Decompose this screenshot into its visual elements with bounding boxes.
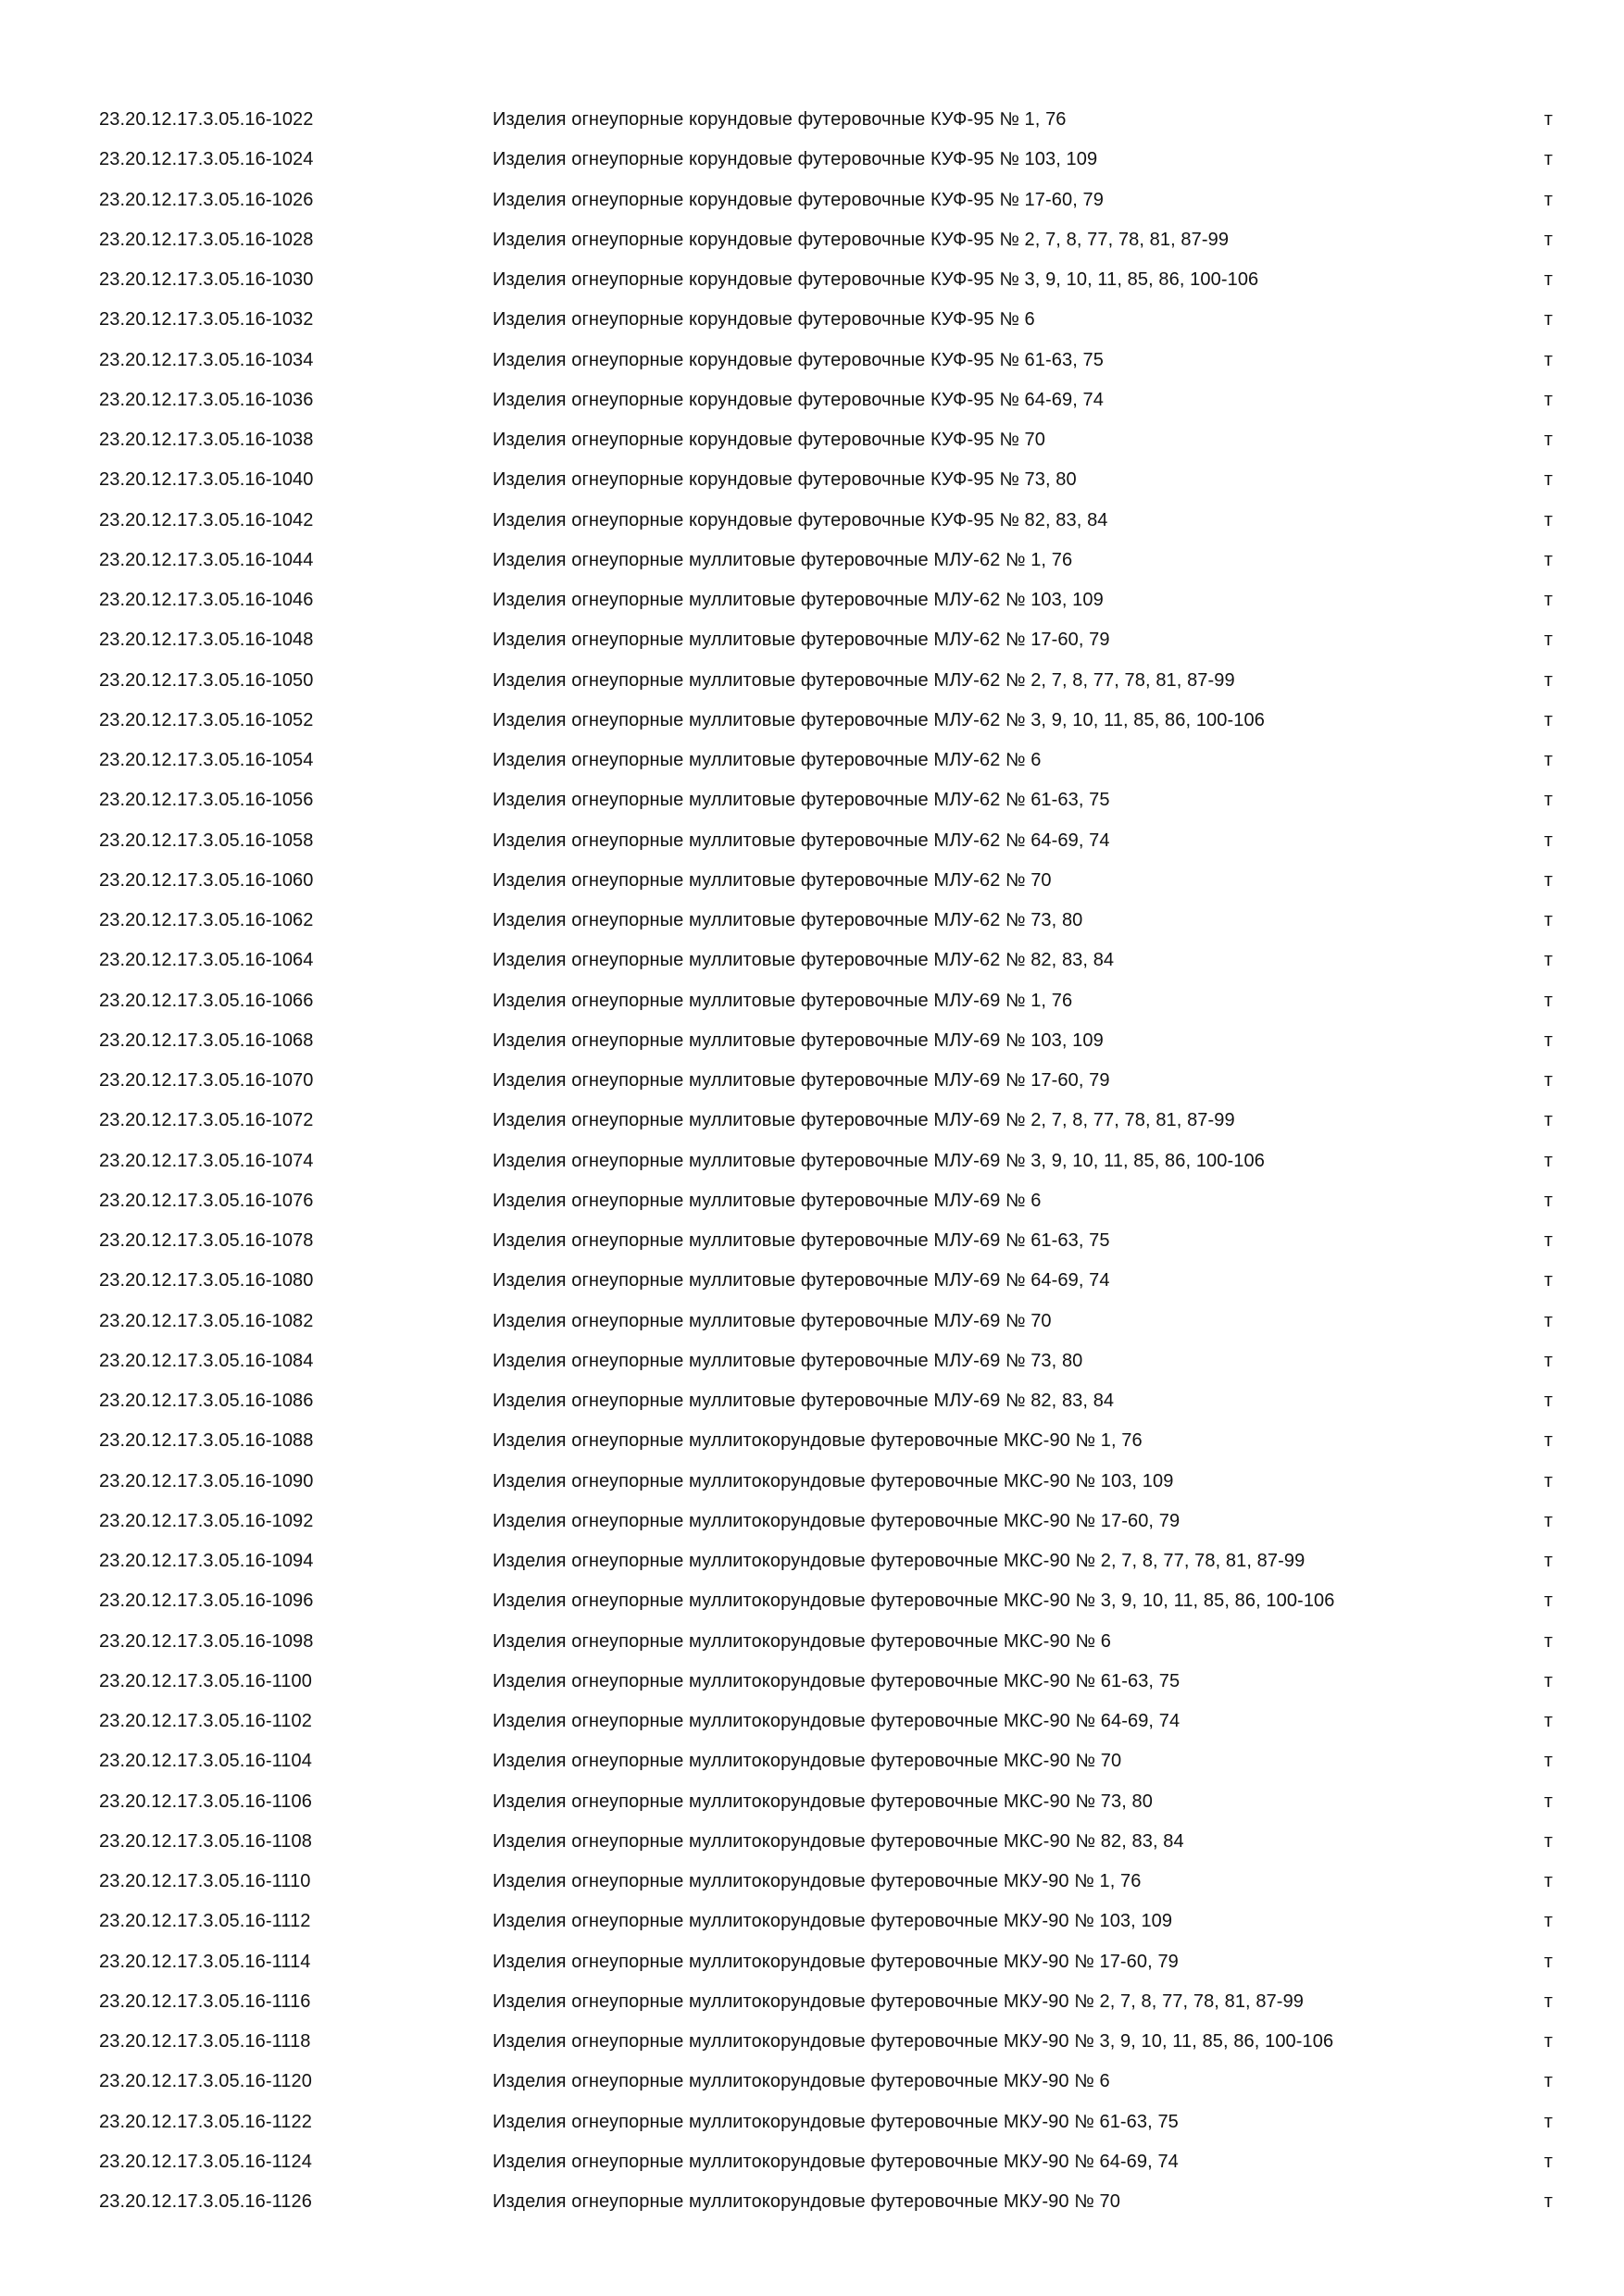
unit-of-measure: т (1543, 910, 1553, 931)
unit-of-measure: т (1543, 1391, 1553, 1412)
resource-code: 23.20.12.17.3.05.16-1026 (99, 189, 314, 210)
table-row (99, 901, 1553, 941)
table-row (99, 741, 1553, 780)
resource-code: 23.20.12.17.3.05.16-1084 (99, 1350, 314, 1371)
table-row (99, 1381, 1553, 1421)
resource-name: Изделия огнеупорные муллитовые футеровочные МЛУ-69 № 70 (493, 1310, 1052, 1331)
unit-of-measure: т (1543, 2151, 1553, 2172)
resource-name: Изделия огнеупорные корундовые футеровочные КУФ-95 № 73, 80 (493, 469, 1077, 491)
resource-name: Изделия огнеупорные корундовые футеровочные КУФ-95 № 1, 76 (493, 109, 1067, 131)
resource-name: Изделия огнеупорные муллитокорундовые футеровочные МКС-90 № 73, 80 (493, 1791, 1153, 1812)
unit-of-measure: т (1543, 630, 1553, 651)
resource-name: Изделия огнеупорные муллитокорундовые футеровочные МКС-90 № 70 (493, 1751, 1122, 1772)
unit-of-measure: т (1543, 1871, 1553, 1892)
resource-name: Изделия огнеупорные муллитовые футеровочные МЛУ-62 № 64-69, 74 (493, 830, 1110, 851)
resource-name: Изделия огнеупорные муллитовые футеровочные МЛУ-62 № 103, 109 (493, 590, 1104, 611)
unit-of-measure: т (1543, 1911, 1553, 1932)
resource-name: Изделия огнеупорные муллитокорундовые футеровочные МКУ-90 № 1, 76 (493, 1871, 1142, 1892)
table-row (99, 420, 1553, 460)
table-row (99, 100, 1553, 140)
resource-code: 23.20.12.17.3.05.16-1112 (99, 1911, 311, 1932)
resource-name: Изделия огнеупорные муллитокорундовые футеровочные МКУ-90 № 64-69, 74 (493, 2151, 1179, 2172)
table-row (99, 1302, 1553, 1341)
table-row (99, 460, 1553, 500)
resource-name: Изделия огнеупорные муллитокорундовые футеровочные МКС-90 № 2, 7, 8, 77, 78, 81, 87-99 (493, 1551, 1305, 1572)
resource-name: Изделия огнеупорные муллитовые футеровочные МЛУ-69 № 73, 80 (493, 1350, 1083, 1371)
unit-of-measure: т (1543, 549, 1553, 570)
resource-code: 23.20.12.17.3.05.16-1114 (99, 1951, 311, 1972)
table-row (99, 1902, 1553, 1941)
resource-name: Изделия огнеупорные корундовые футеровочные КУФ-95 № 61-63, 75 (493, 349, 1104, 370)
resource-code: 23.20.12.17.3.05.16-1110 (99, 1871, 311, 1892)
resource-code: 23.20.12.17.3.05.16-1036 (99, 389, 314, 410)
unit-of-measure: т (1543, 1270, 1553, 1292)
unit-of-measure: т (1543, 469, 1553, 491)
unit-of-measure: т (1543, 830, 1553, 851)
resource-name: Изделия огнеупорные муллитокорундовые футеровочные МКУ-90 № 103, 109 (493, 1911, 1173, 1932)
resource-name: Изделия огнеупорные муллитокорундовые футеровочные МКС-90 № 82, 83, 84 (493, 1830, 1184, 1852)
resource-name: Изделия огнеупорные муллитовые футеровочные МЛУ-69 № 1, 76 (493, 990, 1073, 1011)
resource-name: Изделия огнеупорные муллитовые футеровочные МЛУ-69 № 3, 9, 10, 11, 85, 86, 100-106 (493, 1150, 1265, 1171)
resource-name: Изделия огнеупорные муллитовые футеровочные МЛУ-69 № 61-63, 75 (493, 1230, 1110, 1252)
price-list-table (99, 100, 1553, 2222)
resource-name: Изделия огнеупорные муллитовые футеровочные МЛУ-62 № 3, 9, 10, 11, 85, 86, 100-106 (493, 709, 1265, 730)
unit-of-measure: т (1543, 2071, 1553, 2092)
table-row (99, 620, 1553, 660)
resource-name: Изделия огнеупорные муллитовые футеровочные МЛУ-62 № 73, 80 (493, 910, 1083, 931)
resource-code: 23.20.12.17.3.05.16-1076 (99, 1190, 314, 1211)
resource-code: 23.20.12.17.3.05.16-1068 (99, 1029, 314, 1051)
unit-of-measure: т (1543, 990, 1553, 1011)
table-row (99, 1221, 1553, 1261)
unit-of-measure: т (1543, 1711, 1553, 1732)
table-row (99, 1622, 1553, 1662)
resource-code: 23.20.12.17.3.05.16-1122 (99, 2111, 313, 2132)
resource-code: 23.20.12.17.3.05.16-1032 (99, 309, 314, 331)
table-row (99, 140, 1553, 180)
unit-of-measure: т (1543, 509, 1553, 530)
table-row (99, 821, 1553, 861)
unit-of-measure: т (1543, 1551, 1553, 1572)
resource-code: 23.20.12.17.3.05.16-1042 (99, 509, 314, 530)
resource-name: Изделия огнеупорные муллитокорундовые футеровочные МКС-90 № 6 (493, 1630, 1111, 1652)
table-row (99, 300, 1553, 340)
table-row (99, 1101, 1553, 1141)
resource-code: 23.20.12.17.3.05.16-1024 (99, 149, 314, 170)
resource-code: 23.20.12.17.3.05.16-1102 (99, 1711, 313, 1732)
resource-code: 23.20.12.17.3.05.16-1098 (99, 1630, 314, 1652)
table-row (99, 1462, 1553, 1502)
resource-code: 23.20.12.17.3.05.16-1056 (99, 790, 314, 811)
resource-code: 23.20.12.17.3.05.16-1030 (99, 269, 314, 291)
resource-name: Изделия огнеупорные корундовые футеровочные КУФ-95 № 3, 9, 10, 11, 85, 86, 100-106 (493, 269, 1259, 291)
table-row (99, 1822, 1553, 1862)
resource-code: 23.20.12.17.3.05.16-1052 (99, 709, 314, 730)
resource-code: 23.20.12.17.3.05.16-1080 (99, 1270, 314, 1292)
unit-of-measure: т (1543, 1190, 1553, 1211)
resource-name: Изделия огнеупорные корундовые футеровочные КУФ-95 № 70 (493, 430, 1045, 451)
resource-code: 23.20.12.17.3.05.16-1100 (99, 1670, 313, 1691)
unit-of-measure: т (1543, 750, 1553, 771)
resource-name: Изделия огнеупорные муллитокорундовые футеровочные МКУ-90 № 17-60, 79 (493, 1951, 1179, 1972)
table-row (99, 1662, 1553, 1702)
unit-of-measure: т (1543, 1430, 1553, 1452)
resource-code: 23.20.12.17.3.05.16-1082 (99, 1310, 314, 1331)
unit-of-measure: т (1543, 1951, 1553, 1972)
resource-name: Изделия огнеупорные муллитовые футеровочные МЛУ-62 № 2, 7, 8, 77, 78, 81, 87-99 (493, 669, 1235, 691)
table-row (99, 2182, 1553, 2222)
resource-code: 23.20.12.17.3.05.16-1106 (99, 1791, 313, 1812)
resource-code: 23.20.12.17.3.05.16-1086 (99, 1391, 314, 1412)
table-row (99, 2142, 1553, 2182)
resource-name: Изделия огнеупорные муллитовые футеровочные МЛУ-69 № 82, 83, 84 (493, 1391, 1115, 1412)
unit-of-measure: т (1543, 590, 1553, 611)
resource-code: 23.20.12.17.3.05.16-1054 (99, 750, 314, 771)
unit-of-measure: т (1543, 149, 1553, 170)
unit-of-measure: т (1543, 2031, 1553, 2053)
table-row (99, 381, 1553, 420)
table-row (99, 501, 1553, 541)
resource-name: Изделия огнеупорные муллитокорундовые футеровочные МКУ-90 № 61-63, 75 (493, 2111, 1179, 2132)
resource-name: Изделия огнеупорные муллитокорундовые футеровочные МКС-90 № 61-63, 75 (493, 1670, 1181, 1691)
resource-code: 23.20.12.17.3.05.16-1070 (99, 1070, 314, 1092)
table-row (99, 1261, 1553, 1301)
resource-name: Изделия огнеупорные муллитовые футеровочные МЛУ-69 № 6 (493, 1190, 1042, 1211)
resource-code: 23.20.12.17.3.05.16-1048 (99, 630, 314, 651)
resource-code: 23.20.12.17.3.05.16-1108 (99, 1830, 313, 1852)
resource-code: 23.20.12.17.3.05.16-1096 (99, 1591, 314, 1612)
resource-name: Изделия огнеупорные муллитокорундовые футеровочные МКУ-90 № 3, 9, 10, 11, 85, 86, 100-106 (493, 2031, 1334, 2053)
unit-of-measure: т (1543, 2111, 1553, 2132)
table-row (99, 1782, 1553, 1822)
unit-of-measure: т (1543, 309, 1553, 331)
resource-name: Изделия огнеупорные корундовые футеровочные КУФ-95 № 17-60, 79 (493, 189, 1104, 210)
resource-code: 23.20.12.17.3.05.16-1050 (99, 669, 314, 691)
unit-of-measure: т (1543, 1630, 1553, 1652)
resource-name: Изделия огнеупорные муллитокорундовые футеровочные МКС-90 № 103, 109 (493, 1470, 1174, 1491)
resource-code: 23.20.12.17.3.05.16-1120 (99, 2071, 313, 2092)
resource-code: 23.20.12.17.3.05.16-1072 (99, 1110, 314, 1131)
unit-of-measure: т (1543, 669, 1553, 691)
table-row (99, 861, 1553, 901)
resource-name: Изделия огнеупорные корундовые футеровочные КУФ-95 № 2, 7, 8, 77, 78, 81, 87-99 (493, 229, 1230, 250)
unit-of-measure: т (1543, 1830, 1553, 1852)
table-row (99, 181, 1553, 220)
unit-of-measure: т (1543, 1029, 1553, 1051)
table-row (99, 2022, 1553, 2062)
resource-code: 23.20.12.17.3.05.16-1022 (99, 109, 314, 131)
resource-name: Изделия огнеупорные муллитовые футеровочные МЛУ-62 № 61-63, 75 (493, 790, 1110, 811)
table-row (99, 260, 1553, 300)
resource-name: Изделия огнеупорные корундовые футеровочные КУФ-95 № 64-69, 74 (493, 389, 1104, 410)
resource-name: Изделия огнеупорные муллитокорундовые футеровочные МКУ-90 № 6 (493, 2071, 1110, 2092)
table-row (99, 1061, 1553, 1101)
table-row (99, 1341, 1553, 1381)
unit-of-measure: т (1543, 1670, 1553, 1691)
table-row (99, 941, 1553, 980)
resource-code: 23.20.12.17.3.05.16-1104 (99, 1751, 313, 1772)
table-row (99, 1702, 1553, 1741)
unit-of-measure: т (1543, 1751, 1553, 1772)
table-row (99, 1942, 1553, 1982)
table-row (99, 1741, 1553, 1781)
resource-name: Изделия огнеупорные муллитокорундовые футеровочные МКС-90 № 1, 76 (493, 1430, 1143, 1452)
unit-of-measure: т (1543, 709, 1553, 730)
resource-name: Изделия огнеупорные муллитовые футеровочные МЛУ-62 № 1, 76 (493, 549, 1073, 570)
unit-of-measure: т (1543, 229, 1553, 250)
resource-name: Изделия огнеупорные муллитовые футеровочные МЛУ-62 № 82, 83, 84 (493, 950, 1115, 971)
unit-of-measure: т (1543, 1591, 1553, 1612)
resource-code: 23.20.12.17.3.05.16-1088 (99, 1430, 314, 1452)
resource-code: 23.20.12.17.3.05.16-1118 (99, 2031, 311, 2053)
resource-code: 23.20.12.17.3.05.16-1044 (99, 549, 314, 570)
table-row (99, 1541, 1553, 1581)
resource-name: Изделия огнеупорные корундовые футеровочные КУФ-95 № 82, 83, 84 (493, 509, 1108, 530)
resource-code: 23.20.12.17.3.05.16-1126 (99, 2191, 313, 2213)
resource-code: 23.20.12.17.3.05.16-1066 (99, 990, 314, 1011)
unit-of-measure: т (1543, 1350, 1553, 1371)
resource-name: Изделия огнеупорные муллитокорундовые футеровочные МКУ-90 № 2, 7, 8, 77, 78, 81, 87-99 (493, 1990, 1305, 2012)
table-row (99, 981, 1553, 1021)
unit-of-measure: т (1543, 1150, 1553, 1171)
resource-name: Изделия огнеупорные корундовые футеровочные КУФ-95 № 6 (493, 309, 1035, 331)
table-row (99, 1502, 1553, 1541)
table-row (99, 541, 1553, 580)
resource-code: 23.20.12.17.3.05.16-1062 (99, 910, 314, 931)
resource-code: 23.20.12.17.3.05.16-1040 (99, 469, 314, 491)
resource-code: 23.20.12.17.3.05.16-1034 (99, 349, 314, 370)
resource-name: Изделия огнеупорные муллитовые футеровочные МЛУ-62 № 6 (493, 750, 1042, 771)
resource-name: Изделия огнеупорные муллитовые футеровочные МЛУ-69 № 17-60, 79 (493, 1070, 1110, 1092)
resource-name: Изделия огнеупорные корундовые футеровочные КУФ-95 № 103, 109 (493, 149, 1098, 170)
unit-of-measure: т (1543, 2191, 1553, 2213)
table-row (99, 701, 1553, 741)
resource-code: 23.20.12.17.3.05.16-1046 (99, 590, 314, 611)
table-row (99, 220, 1553, 260)
resource-code: 23.20.12.17.3.05.16-1124 (99, 2151, 313, 2172)
unit-of-measure: т (1543, 109, 1553, 131)
resource-name: Изделия огнеупорные муллитовые футеровочные МЛУ-69 № 64-69, 74 (493, 1270, 1110, 1292)
table-row (99, 1421, 1553, 1461)
unit-of-measure: т (1543, 269, 1553, 291)
table-row (99, 2103, 1553, 2142)
table-row (99, 580, 1553, 620)
unit-of-measure: т (1543, 1791, 1553, 1812)
resource-name: Изделия огнеупорные муллитовые футеровочные МЛУ-62 № 70 (493, 869, 1052, 891)
resource-name: Изделия огнеупорные муллитокорундовые футеровочные МКС-90 № 17-60, 79 (493, 1510, 1181, 1531)
unit-of-measure: т (1543, 1510, 1553, 1531)
unit-of-measure: т (1543, 349, 1553, 370)
resource-code: 23.20.12.17.3.05.16-1038 (99, 430, 314, 451)
table-row (99, 1862, 1553, 1902)
unit-of-measure: т (1543, 1310, 1553, 1331)
resource-code: 23.20.12.17.3.05.16-1090 (99, 1470, 314, 1491)
unit-of-measure: т (1543, 189, 1553, 210)
unit-of-measure: т (1543, 790, 1553, 811)
unit-of-measure: т (1543, 1470, 1553, 1491)
table-row (99, 661, 1553, 701)
resource-name: Изделия огнеупорные муллитокорундовые футеровочные МКС-90 № 64-69, 74 (493, 1711, 1181, 1732)
unit-of-measure: т (1543, 869, 1553, 891)
resource-code: 23.20.12.17.3.05.16-1060 (99, 869, 314, 891)
unit-of-measure: т (1543, 1070, 1553, 1092)
resource-code: 23.20.12.17.3.05.16-1028 (99, 229, 314, 250)
unit-of-measure: т (1543, 1110, 1553, 1131)
resource-code: 23.20.12.17.3.05.16-1078 (99, 1230, 314, 1252)
resource-code: 23.20.12.17.3.05.16-1092 (99, 1510, 314, 1531)
table-row (99, 1982, 1553, 2022)
resource-name: Изделия огнеупорные муллитовые футеровочные МЛУ-69 № 103, 109 (493, 1029, 1104, 1051)
unit-of-measure: т (1543, 430, 1553, 451)
resource-code: 23.20.12.17.3.05.16-1058 (99, 830, 314, 851)
resource-code: 23.20.12.17.3.05.16-1064 (99, 950, 314, 971)
table-row (99, 1142, 1553, 1181)
resource-name: Изделия огнеупорные муллитовые футеровочные МЛУ-69 № 2, 7, 8, 77, 78, 81, 87-99 (493, 1110, 1235, 1131)
resource-code: 23.20.12.17.3.05.16-1116 (99, 1990, 311, 2012)
unit-of-measure: т (1543, 389, 1553, 410)
resource-name: Изделия огнеупорные муллитокорундовые футеровочные МКУ-90 № 70 (493, 2191, 1120, 2213)
unit-of-measure: т (1543, 1990, 1553, 2012)
table-row (99, 1581, 1553, 1621)
resource-name: Изделия огнеупорные муллитовые футеровочные МЛУ-62 № 17-60, 79 (493, 630, 1110, 651)
resource-code: 23.20.12.17.3.05.16-1094 (99, 1551, 314, 1572)
resource-name: Изделия огнеупорные муллитокорундовые футеровочные МКС-90 № 3, 9, 10, 11, 85, 86, 100-106 (493, 1591, 1335, 1612)
unit-of-measure: т (1543, 1230, 1553, 1252)
table-row (99, 1181, 1553, 1221)
table-row (99, 1021, 1553, 1061)
table-row (99, 2062, 1553, 2102)
table-row (99, 341, 1553, 381)
table-row (99, 780, 1553, 820)
resource-code: 23.20.12.17.3.05.16-1074 (99, 1150, 314, 1171)
unit-of-measure: т (1543, 950, 1553, 971)
